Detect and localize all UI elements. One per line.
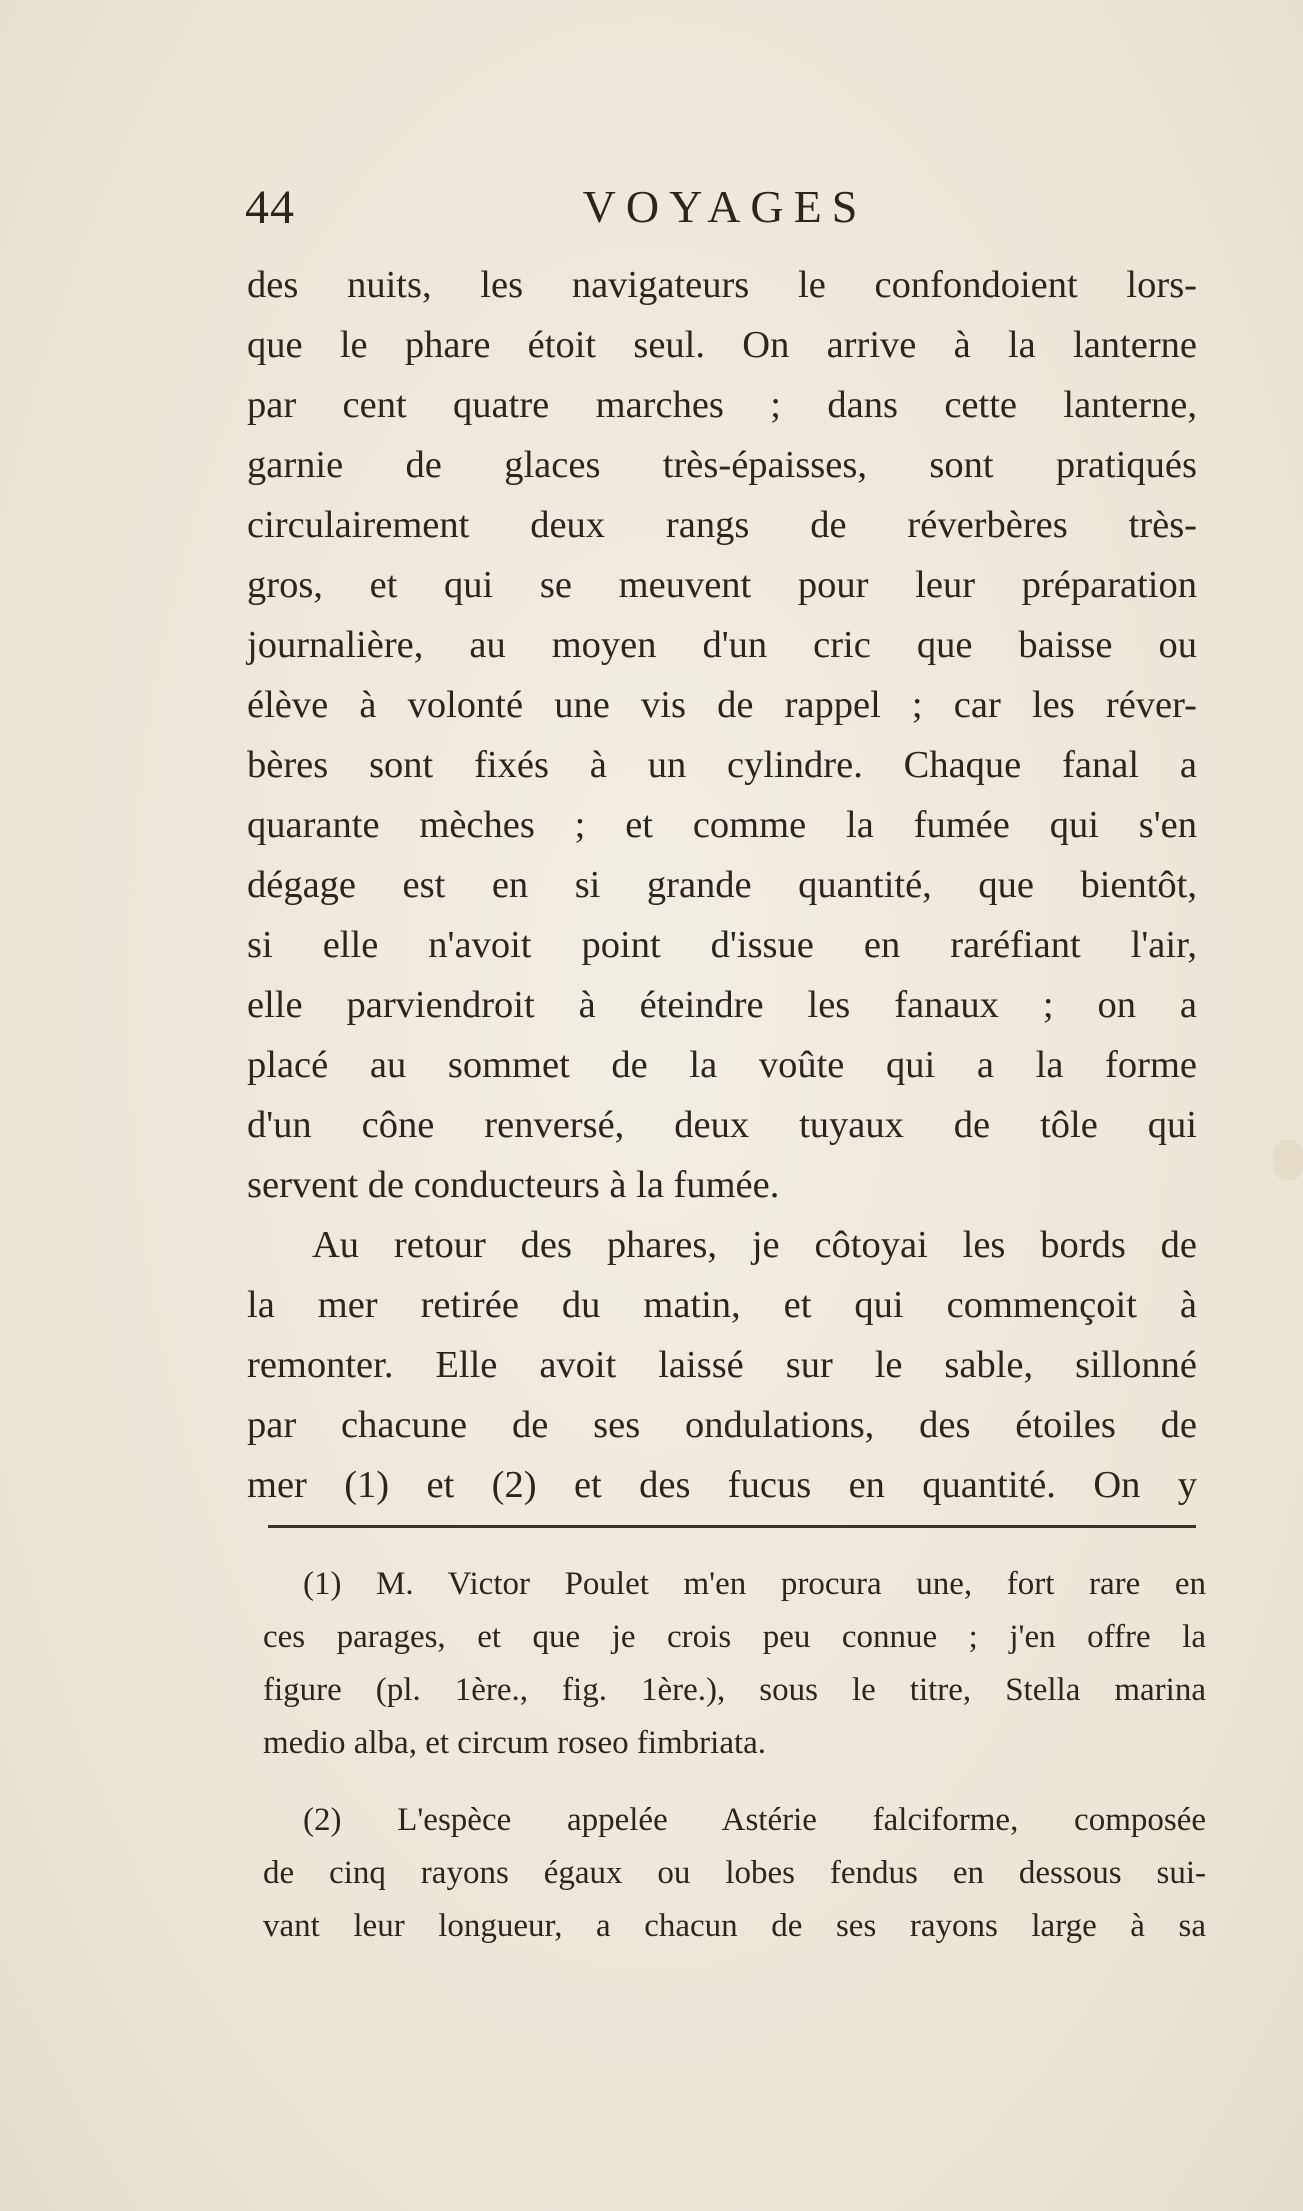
text-line: d'un cône renversé, deux tuyaux de tôle qui <box>247 1104 1197 1146</box>
text-line: placé au sommet de la voûte qui a la forme <box>247 1044 1197 1086</box>
text-line: si elle n'avoit point d'issue en raréfiant l'air, <box>247 924 1197 966</box>
footnote-line: de cinq rayons égaux ou lobes fendus en dessous sui- <box>263 1855 1206 1891</box>
footnote-line: (1) M. Victor Poulet m'en procura une, fort rare en <box>303 1566 1206 1602</box>
paper-stain <box>1273 1140 1303 1180</box>
page-number: 44 <box>245 181 295 234</box>
footnote-line: ces parages, et que je crois peu connue ; j'en offre la <box>263 1619 1206 1655</box>
text-line: que le phare étoit seul. On arrive à la lanterne <box>247 324 1197 366</box>
text-line: la mer retirée du matin, et qui commençoit à <box>247 1284 1197 1326</box>
main-text <box>247 255 1197 1515</box>
text-line: des nuits, les navigateurs le confondoient lors- <box>247 264 1197 306</box>
text-line: journalière, au moyen d'un cric que baisse ou <box>247 624 1197 666</box>
text-line: bères sont fixés à un cylindre. Chaque fanal a <box>247 744 1197 786</box>
text-line: garnie de glaces très-épaisses, sont pratiqués <box>247 444 1197 486</box>
footnote-line: vant leur longueur, a chacun de ses rayons large à sa <box>263 1908 1206 1944</box>
running-title: VOYAGES <box>582 181 868 232</box>
text-line: elle parviendroit à éteindre les fanaux ; on a <box>247 984 1197 1026</box>
footnote-separator <box>268 1525 1196 1528</box>
text-line: remonter. Elle avoit laissé sur le sable, sillonné <box>247 1344 1197 1386</box>
text-line: mer (1) et (2) et des fucus en quantité. On y <box>247 1464 1197 1506</box>
text-line: par cent quatre marches ; dans cette lanterne, <box>247 384 1197 426</box>
footnotes <box>263 1558 1206 1953</box>
text-line: élève à volonté une vis de rappel ; car les réver- <box>247 684 1197 726</box>
text-line: dégage est en si grande quantité, que bientôt, <box>247 864 1197 906</box>
text-line: circulairement deux rangs de réverbères très- <box>247 504 1197 546</box>
text-line: par chacune de ses ondulations, des étoiles de <box>247 1404 1197 1446</box>
text-line: quarante mèches ; et comme la fumée qui s'en <box>247 804 1197 846</box>
footnote-line: medio alba, et circum roseo fimbriata. <box>263 1725 767 1761</box>
text-line: gros, et qui se meuvent pour leur préparation <box>247 564 1197 606</box>
text-line: Au retour des phares, je côtoyai les bords de <box>312 1224 1197 1266</box>
page-header <box>245 180 1205 240</box>
text-line: servent de conducteurs à la fumée. <box>247 1164 780 1206</box>
footnote-line: figure (pl. 1ère., fig. 1ère.), sous le titre, Stella marina <box>263 1672 1206 1708</box>
footnote-line: (2) L'espèce appelée Astérie falciforme, composée <box>303 1802 1206 1838</box>
